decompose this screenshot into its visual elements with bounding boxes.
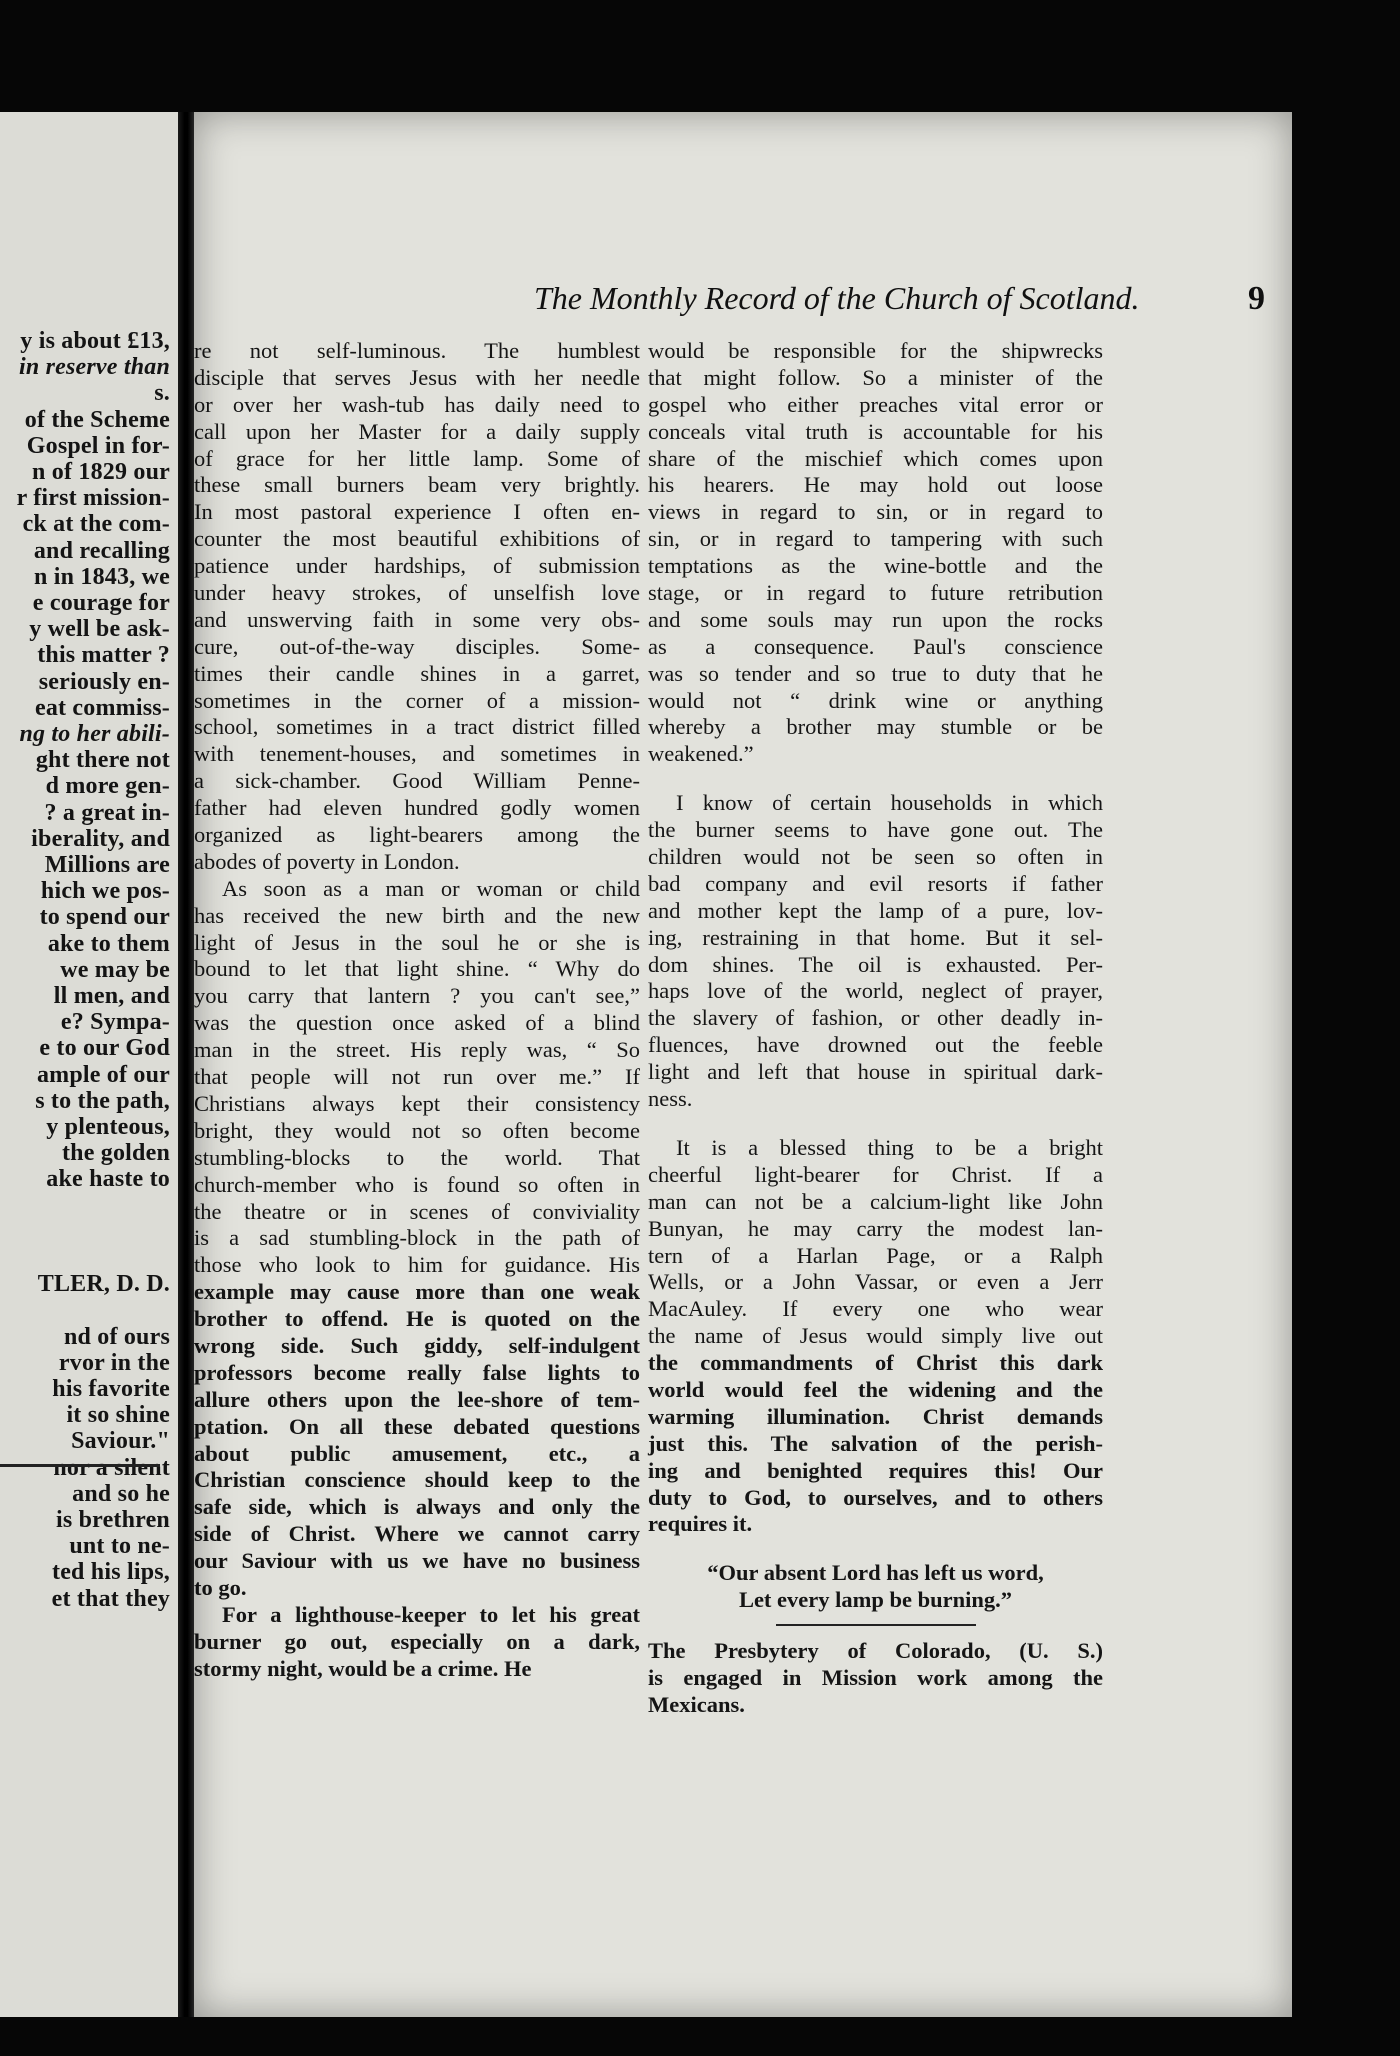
text-line: times their candle shines in a garret, [194, 660, 640, 686]
text-line: gospel who either preaches vital error or [648, 391, 1103, 417]
paragraph-gap [648, 1113, 1103, 1135]
facing-page-line: the golden [61, 1140, 170, 1167]
facing-page-line: e to our God [39, 1035, 170, 1062]
text-line: was the question once asked of a blind [194, 1010, 640, 1036]
document-page [194, 112, 1292, 2017]
text-line: would not “ drink wine or anything [648, 687, 1103, 713]
facing-page-line: eat commiss- [34, 694, 170, 721]
text-line: is engaged in Mission work among the [648, 1664, 1103, 1690]
facing-page-line: ted his lips, [52, 1559, 170, 1586]
text-line: father had eleven hundred godly women [194, 795, 640, 821]
text-line: ptation. On all these debated questions [194, 1413, 640, 1439]
text-line: I know of certain households in which [676, 790, 1103, 816]
facing-page-line: Saviour." [71, 1428, 170, 1455]
header-title: The Monthly Record of the Church of Scotland. [534, 280, 1140, 316]
text-line: weakened.” [648, 741, 754, 767]
text-line: ing and benighted requires this! Our [648, 1457, 1103, 1483]
text-line: has received the new birth and the new [194, 902, 640, 928]
text-line: bright, they would not so often become [194, 1117, 640, 1143]
text-line: just this. The salvation of the perish- [648, 1430, 1103, 1456]
text-line: duty to God, to ourselves, and to others [648, 1484, 1103, 1510]
text-line: temptations as the wine-bottle and the [648, 553, 1103, 579]
text-line: the name of Jesus would simply live out [648, 1323, 1103, 1349]
text-column-left [194, 338, 640, 1683]
text-line: dom shines. The oil is exhausted. Per- [648, 951, 1103, 977]
facing-page-line: TLER, D. D. [37, 1271, 170, 1298]
facing-page-line: s. [154, 380, 170, 407]
facing-page-line: and so he [72, 1480, 170, 1507]
text-line: would be responsible for the shipwrecks [648, 338, 1103, 363]
text-line: fluences, have drowned out the feeble [648, 1032, 1103, 1058]
text-line: a sick-chamber. Good William Penne- [194, 768, 640, 794]
text-line: allure others upon the lee-shore of tem- [194, 1386, 640, 1412]
text-line: share of the mischief which comes upon [648, 445, 1103, 471]
text-line: stumbling-blocks to the world. That [194, 1144, 640, 1170]
text-line: re not self-luminous. The humblest [194, 338, 640, 363]
facing-page-line: iberality, and [31, 825, 170, 852]
text-line: stormy night, would be a crime. He [194, 1655, 532, 1681]
text-line: and mother kept the lamp of a pure, lov- [648, 897, 1103, 923]
facing-page-line: n in 1843, we [34, 563, 170, 590]
facing-page-line: rvor in the [58, 1349, 170, 1376]
facing-page-line: Gospel in for- [26, 432, 170, 459]
facing-page-line: n of 1829 our [32, 459, 170, 485]
facing-page-line: d more gen- [45, 773, 170, 800]
text-line: as a consequence. Paul's conscience [648, 633, 1103, 659]
facing-page-line: to spend our [39, 904, 170, 931]
text-line: ing, restraining in that home. But it sel- [648, 924, 1103, 950]
facing-page-line: y is about £13, [20, 328, 170, 354]
facing-page-line: y well be ask- [29, 616, 170, 643]
text-line: that might follow. So a minister of the [648, 364, 1103, 390]
facing-page-line: nd of ours [63, 1323, 170, 1350]
text-line: the commandments of Christ this dark [648, 1350, 1103, 1376]
facing-page-line: hich we pos- [40, 878, 170, 905]
facing-page-line: r first mission- [16, 485, 170, 512]
text-line: with tenement-houses, and sometimes in [194, 741, 640, 767]
facing-page-line: et that they [51, 1585, 170, 1612]
text-line: organized as light-bearers among the [194, 822, 640, 848]
text-line: Bunyan, he may carry the modest lan- [648, 1215, 1103, 1241]
text-line: patience under hardships, of submission [194, 553, 640, 579]
text-line: sin, or in regard to tampering with such [648, 526, 1103, 552]
text-line: For a lighthouse-keeper to let his great [222, 1601, 640, 1627]
text-line: the slavery of fashion, or other deadly in- [648, 1005, 1103, 1031]
facing-page-line: e courage for [32, 590, 170, 616]
text-line: and some souls may run upon the rocks [648, 606, 1103, 632]
text-line: As soon as a man or woman or child [222, 875, 640, 901]
text-line: you carry that lantern ? you can't see,” [194, 983, 640, 1009]
text-line: those who look to him for guidance. His [194, 1252, 640, 1278]
facing-page-line: unt to ne- [69, 1533, 170, 1560]
text-line: disciple that serves Jesus with her needle [194, 364, 640, 390]
text-line: bound to let that light shine. “ Why do [194, 956, 640, 982]
facing-page-line: his favorite [52, 1376, 170, 1402]
facing-page-line: it so shine [66, 1402, 170, 1429]
text-line: tern of a Harlan Page, or a Ralph [648, 1242, 1103, 1268]
facing-page-line: is brethren [56, 1507, 170, 1533]
text-line: church-member who is found so often in [194, 1171, 640, 1197]
text-line: cheerful light-bearer for Christ. If a [648, 1161, 1103, 1187]
text-line: was so tender and so true to duty that he [648, 660, 1103, 686]
text-line: haps love of the world, neglect of prayer, [648, 978, 1103, 1004]
facing-page-line: ng to her abili- [19, 721, 170, 747]
text-line: side of Christ. Where we cannot carry [194, 1521, 640, 1547]
text-line: or over her wash-tub has daily need to [194, 391, 640, 417]
text-line: call upon her Master for a daily supply [194, 418, 640, 444]
page-gutter [178, 112, 194, 2017]
facing-page-fragment [0, 112, 178, 2017]
facing-page-line: Millions are [44, 852, 170, 878]
text-line: warming illumination. Christ demands [648, 1403, 1103, 1429]
facing-page-line: we may be [60, 956, 170, 983]
text-line: brother to offend. He is quoted on the [194, 1306, 640, 1332]
text-line: The Presbytery of Colorado, (U. S.) [648, 1638, 1103, 1664]
text-line: his hearers. He may hold out loose [648, 472, 1103, 498]
text-line: cure, out-of-the-way disciples. Some- [194, 633, 640, 659]
running-header [344, 280, 1284, 330]
text-line: “Our absent Lord has left us word, [707, 1560, 1044, 1586]
facing-page-line: and recalling [33, 537, 170, 564]
text-line: It is a blessed thing to be a bright [676, 1134, 1103, 1160]
page-number: 9 [1248, 280, 1265, 317]
text-line: sometimes in the corner of a mission- [194, 687, 640, 713]
facing-page-line: this matter ? [37, 642, 170, 669]
text-line: and unswerving faith in some very obs- [194, 606, 640, 632]
text-line: professors become really false lights to [194, 1359, 640, 1385]
text-line: counter the most beautiful exhibitions of [194, 526, 640, 552]
text-line: whereby a brother may stumble or be [648, 714, 1103, 740]
text-line: light of Jesus in the soul he or she is [194, 929, 640, 955]
text-line: burner go out, especially on a dark, [194, 1628, 640, 1654]
facing-page-line: of the Scheme [24, 406, 170, 433]
text-line: Wells, or a John Vassar, or even a Jerr [648, 1269, 1103, 1295]
facing-page-line: ? a great in- [44, 799, 170, 826]
text-line: of grace for her little lamp. Some of [194, 445, 640, 471]
text-line: requires it. [648, 1511, 753, 1537]
text-line: light and left that house in spiritual dark- [648, 1059, 1103, 1085]
text-line: our Saviour with us we have no business [194, 1548, 640, 1574]
text-line: about public amusement, etc., a [194, 1440, 640, 1466]
facing-page-line: ght there not [35, 747, 170, 774]
text-line: wrong side. Such giddy, self-indulgent [194, 1332, 640, 1358]
facing-page-line: s to the path, [35, 1087, 170, 1114]
facing-page-line: ll men, and [53, 983, 170, 1009]
text-line: conceals vital truth is accountable for his [648, 418, 1103, 444]
text-line: Mexicans. [648, 1691, 745, 1717]
facing-page-line: ake haste to [46, 1166, 170, 1193]
text-line: the burner seems to have gone out. The [648, 817, 1103, 843]
text-line: Christians always kept their consistency [194, 1090, 640, 1116]
text-line: Christian conscience should keep to the [194, 1467, 640, 1493]
facing-page-line: ck at the com- [22, 511, 170, 538]
text-line: bad company and evil resorts if father [648, 870, 1103, 896]
text-line: MacAuley. If every one who wear [648, 1296, 1103, 1322]
facing-page-line: seriously en- [38, 668, 170, 695]
paragraph-gap [648, 768, 1103, 790]
facing-page-line: nor a silent [53, 1454, 170, 1481]
text-line: the theatre or in scenes of conviviality [194, 1198, 640, 1224]
paragraph-gap [648, 1538, 1103, 1560]
facing-page-line: ample of our [36, 1061, 170, 1088]
section-rule [776, 1624, 976, 1626]
facing-page-rule [0, 1464, 160, 1467]
text-line: example may cause more than one weak [194, 1279, 640, 1305]
text-column-right [648, 338, 1103, 1719]
text-line: Let every lamp be burning.” [738, 1587, 1013, 1613]
facing-page-line: ake to them [47, 930, 170, 957]
text-line: man can not be a calcium-light like John [648, 1188, 1103, 1214]
text-line: stage, or in regard to future retribution [648, 580, 1103, 606]
text-line: children would not be seen so often in [648, 844, 1103, 870]
text-line: In most pastoral experience I often en- [194, 499, 640, 525]
text-line: safe side, which is always and only the [194, 1494, 640, 1520]
text-line: is a sad stumbling-block in the path of [194, 1225, 640, 1251]
text-line: to go. [194, 1574, 247, 1600]
text-line: world would feel the widening and the [648, 1376, 1103, 1402]
text-line: ness. [648, 1086, 693, 1112]
facing-page-line: in reserve than [18, 354, 170, 381]
text-line: man in the street. His reply was, “ So [194, 1037, 640, 1063]
text-line: these small burners beam very brightly. [194, 472, 640, 498]
text-line: under heavy strokes, of unselfish love [194, 580, 640, 606]
text-line: views in regard to sin, or in regard to [648, 499, 1103, 525]
text-line: abodes of poverty in London. [194, 848, 460, 874]
facing-page-line: e? Sympa- [60, 1009, 170, 1036]
text-line: that people will not run over me.” If [194, 1064, 640, 1090]
text-line: school, sometimes in a tract district filled [194, 714, 640, 740]
facing-page-line: y plenteous, [46, 1114, 170, 1140]
